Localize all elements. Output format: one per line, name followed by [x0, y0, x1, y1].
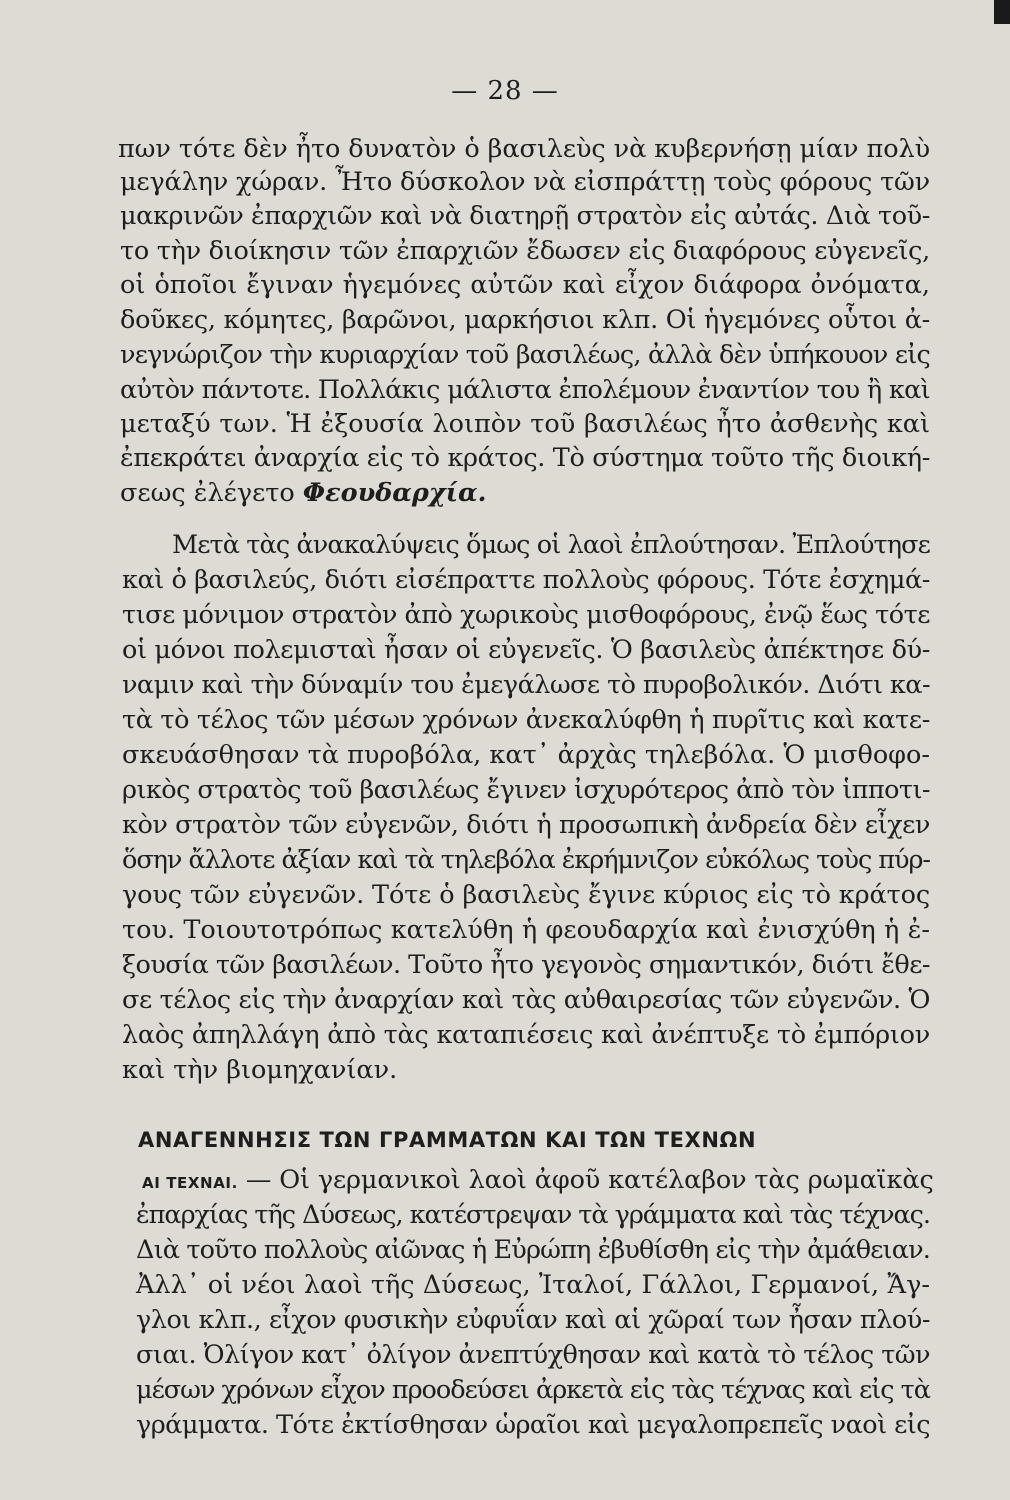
text-line: Μετὰ τὰς ἀνακαλύψεις ὅμως οἱ λαοὶ ἐπλούτησαν. Ἐπλούτησε: [172, 530, 930, 560]
text-line: μέσων χρόνων εἶχον προοδεύσει ἀρκετὰ εἰς τὰς τέχνας καὶ εἰς τὰ: [136, 1375, 930, 1405]
section-heading: ΑΝΑΓΕΝΝΗΣΙΣ ΤΩΝ ΓΡΑΜΜΑΤΩΝ ΚΑΙ ΤΩΝ ΤΕΧΝΩΝ: [138, 1128, 757, 1152]
text-line: μεγάλην χώραν. Ἦτο δύσκολον νὰ εἰσπράττῃ τοὺς φόρους τῶν: [120, 167, 930, 197]
text-line: ὅσην ἄλλοτε ἀξίαν καὶ τὰ τηλεβόλα ἐκρήμνιζον εὐκόλως τοὺς πύρ-: [122, 845, 930, 875]
text-line: γράμματα. Τότε ἐκτίσθησαν ὡραῖοι καὶ μεγαλοπρεπεῖς ναοὶ εἰς: [136, 1410, 930, 1440]
text-line: τισε μόνιμον στρατὸν ἀπὸ χωρικοὺς μισθοφόρους, ἐνῷ ἕως τότε: [122, 600, 930, 630]
text-line: δοῦκες, κόμητες, βαρῶνοι, μαρκήσιοι κλπ. Οἱ ἡγεμόνες οὗτοι ἀ-: [120, 305, 930, 335]
text-line: οἱ ὁποῖοι ἔγιναν ἡγεμόνες αὐτῶν καὶ εἶχον διάφορα ὀνόματα,: [120, 270, 930, 300]
text-line: γους τῶν εὐγενῶν. Τότε ὁ βασιλεὺς ἔγινε κύριος εἰς τὸ κράτος: [122, 880, 930, 910]
text-line-last: [120, 478, 487, 508]
text-line: ναμιν καὶ τὴν δύναμίν του ἐμεγάλωσε τὸ πυροβολικόν. Διότι κα-: [122, 670, 930, 700]
emphasized-term: Φεουδαρχία.: [302, 478, 487, 508]
text-line: γλοι κλπ., εἶχον φυσικὴν εὐφυΐαν καὶ αἱ χῶραί των ἦσαν πλού-: [136, 1305, 930, 1335]
text-line: καὶ τὴν βιομηχανίαν.: [122, 1055, 398, 1085]
text-line: ἐπεκράτει ἀναρχία εἰς τὸ κράτος. Τὸ σύστημα τοῦτο τῆς διοική-: [120, 443, 930, 473]
text-line-first: [142, 1165, 934, 1195]
text-line: ξουσία τῶν βασιλέων. Τοῦτο ἦτο γεγονὸς σημαντικόν, διότι ἔθε-: [122, 950, 930, 980]
text-line: οἱ μόνοι πολεμισταὶ ἦσαν οἱ εὐγενεῖς. Ὁ βασιλεὺς ἀπέκτησε δύ-: [122, 635, 930, 665]
text-line: σκευάσθησαν τὰ πυροβόλα, κατ᾿ ἀρχὰς τηλεβόλα. Ὁ μισθοφο-: [122, 740, 930, 770]
text-line: μακρινῶν ἐπαρχιῶν καὶ νὰ διατηρῇ στρατὸν εἰς αὐτάς. Διὰ τοῦ-: [120, 201, 930, 231]
text-line: αὐτὸν πάντοτε. Πολλάκις μάλιστα ἐπολέμουν ἐναντίον του ἢ καὶ: [120, 375, 930, 405]
text-line: μεταξύ των. Ἡ ἐξουσία λοιπὸν τοῦ βασιλέως ἦτο ἀσθενὴς καὶ: [120, 409, 930, 439]
page-number: — 28 —: [451, 76, 559, 106]
text-line: καὶ ὁ βασιλεύς, διότι εἰσέπραττε πολλοὺς φόρους. Τότε ἐσχημά-: [122, 565, 930, 595]
text-line: πων τότε δὲν ἦτο δυνατὸν ὁ βασιλεὺς νὰ κυβερνήσῃ μίαν πολὺ: [118, 134, 930, 164]
line-text: σεως ἐλέγετο: [120, 478, 295, 508]
text-line: το τὴν διοίκησιν τῶν ἐπαρχιῶν ἔδωσεν εἰς διαφόρους εὐγενεῖς,: [120, 236, 930, 266]
text-line: Ἀλλ᾿ οἱ νέοι λαοὶ τῆς Δύσεως, Ἰταλοί, Γάλλοι, Γερμανοί, Ἄγ-: [136, 1270, 930, 1300]
text-line: τὰ τὸ τέλος τῶν μέσων χρόνων ἀνεκαλύφθη ἡ πυρῖτις καὶ κατε-: [122, 705, 930, 735]
text-line: ἐπαρχίας τῆς Δύσεως, κατέστρεψαν τὰ γράμματα καὶ τὰς τέχνας.: [136, 1200, 930, 1230]
text-line: σε τέλος εἰς τὴν ἀναρχίαν καὶ τὰς αὐθαιρεσίας τῶν εὐγενῶν. Ὁ: [122, 985, 930, 1015]
text-line: κὸν στρατὸν τῶν εὐγενῶν, διότι ἡ προσωπικὴ ἀνδρεία δὲν εἶχεν: [122, 810, 930, 840]
text-line: Διὰ τοῦτο πολλοὺς αἰῶνας ἡ Εὐρώπη ἐβυθίσθη εἰς τὴν ἀμάθειαν.: [136, 1235, 930, 1265]
text-line: νεγνώριζον τὴν κυριαρχίαν τοῦ βασιλέως, ἀλλὰ δὲν ὑπήκουον εἰς: [120, 340, 930, 370]
text-line: σιαι. Ὀλίγον κατ᾿ ὀλίγον ἀνεπτύχθησαν καὶ κατὰ τὸ τέλος τῶν: [136, 1340, 930, 1370]
page-edge-mark: [994, 0, 1010, 24]
subsection-lead: ΑΙ ΤΕΧΝΑΙ.: [142, 1174, 238, 1192]
text-line: ρικὸς στρατὸς τοῦ βασιλέως ἔγινεν ἰσχυρότερος ἀπὸ τὸν ἱπποτι-: [122, 775, 930, 805]
text-line: του. Τοιουτοτρόπως κατελύθη ἡ φεουδαρχία καὶ ἐνισχύθη ἡ ἐ-: [122, 915, 930, 945]
text-line: λαὸς ἀπηλλάγη ἀπὸ τὰς καταπιέσεις καὶ ἀνέπτυξε τὸ ἐμπόριον: [122, 1020, 930, 1050]
line-text: — Οἱ γερμανικοὶ λαοὶ ἀφοῦ κατέλαβον τὰς ρωμαϊκὰς: [245, 1165, 934, 1195]
